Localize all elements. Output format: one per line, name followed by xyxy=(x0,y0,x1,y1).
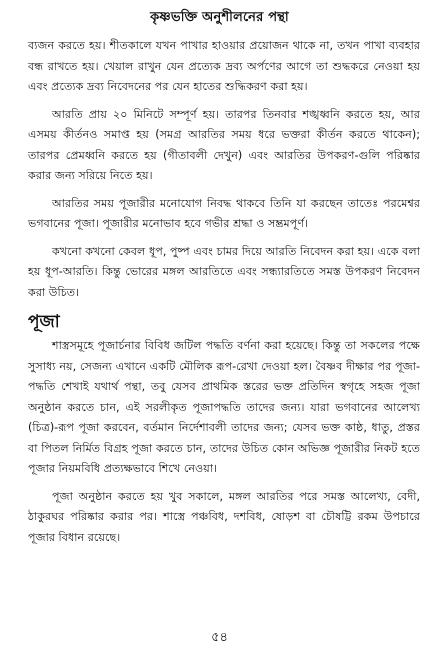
section-heading-puja: পূজা xyxy=(28,312,60,332)
paragraph-pujari-attention: আরতির সময় পূজারীর মনোযোগ নিবদ্ধ থাকবে তিনি যা করছেন তাতেঃ পরমেশ্বর ভগবানের পূজা। পূজারীর মনোভাব হবে গভীর শ্রদ্ধা ও সম্ভ্রমপূর্ণ। xyxy=(28,196,420,230)
paragraph-puja-time: পূজা অনুষ্ঠান করতে হয় খুব সকালে, মঙ্গল আরতির পরে সমস্ত আলেখ্য, বেদী, ঠাকুরঘর পরিষ্কার করার পর। শাস্ত্রে পঞ্চবিধ, দশবিধ, ষোড়শ বা চৌষট্টি রকম উপচারে পূজার বিধান রয়েছে। xyxy=(28,489,420,544)
paragraph-puja-method: শাস্ত্রসমূহে পূজার্চনার বিবিধ জটিল পদ্ধতি বর্ণনা করা হয়েছে। কিন্তু তা সকলের পক্ষে সুসাধ্য নয়, সেজন্য এখানে একটি মৌলিক রূপ-রেখা দেওয়া হল। বৈষ্ণব দীক্ষার পর পূজা-পদ্ধতি শেখাই যথার্থ পন্থা, তবু যেসব প্রাথমিক স্তরের ভক্ত প্রতিদিন স্বগৃহে সহজ পূজা অনুষ্ঠান করতে চান, এই সরলীকৃত পূজাপদ্ধতি তাদের জন্য। যারা ভগবানের আলেখ্য (চিত্র)-রূপ পূজা করবেন, বর্তমান নির্দেশাবলী তাদের জন্য; যেসব ভক্ত কাষ্ঠ, ধাতু, প্রস্তর বা পিতল নির্মিত বিগ্রহ পূজা করতে চান, তাদের উচিত কোন অভিজ্ঞ পূজারীর নিকট হতে পূজার নিয়মবিধি প্রত্যক্ষভাবে শিখে নেওয়া। xyxy=(28,339,420,475)
paragraph-continuation: ব্যজন করতে হয়। শীতকালে যখন পাখার হাওয়ার প্রয়োজন থাকে না, তখন পাখা ব্যবহার বন্ধ রাখতে হয়। খেয়াল রাখুন যেন প্রত্যেক দ্রব্য অর্পণের আগে তা শুদ্ধকরে নেওয়া হয় এবং প্রত্যেক দ্রব্য নিবেদনের পর যেন হাতের শুদ্ধিকরণ করা হয়। xyxy=(28,39,420,93)
page-body xyxy=(28,36,420,555)
paragraph-arati-duration: আরতি প্রায় ২০ মিনিটে সম্পূর্ণ হয়। তারপর তিনবার শঙ্খধ্বনি করতে হয়, আর এসময় কীর্তনও সমাপ্ত হয় (সমগ্র আরতির সময় ধরে ভক্তরা কীর্তন করতে থাকেন); তারপর প্রেমধ্বনি করতে হয় (গীতাবলী দেখুন) এবং আরতির উপকরণ-গুলি পরিষ্কার করার জন্য সরিয়ে নিতে হয়। xyxy=(28,107,420,182)
page-number: ৫৪ xyxy=(211,630,228,645)
running-header: কৃষ্ণভক্তি অনুশীলনের পন্থা xyxy=(150,10,289,25)
paragraph-dhoop-arati: কখনো কখনো কেবল ধূপ, পুষ্প এবং চামর দিয়ে আরতি নিবেদন করা হয়। একে বলা হয় ধূপ-আরতি। কিন্তু ভোরের মঙ্গল আরতিতে এবং সন্ধ্যারতিতে সমস্ত উপকরণ নিবেদন করা উচিত। xyxy=(28,244,420,299)
